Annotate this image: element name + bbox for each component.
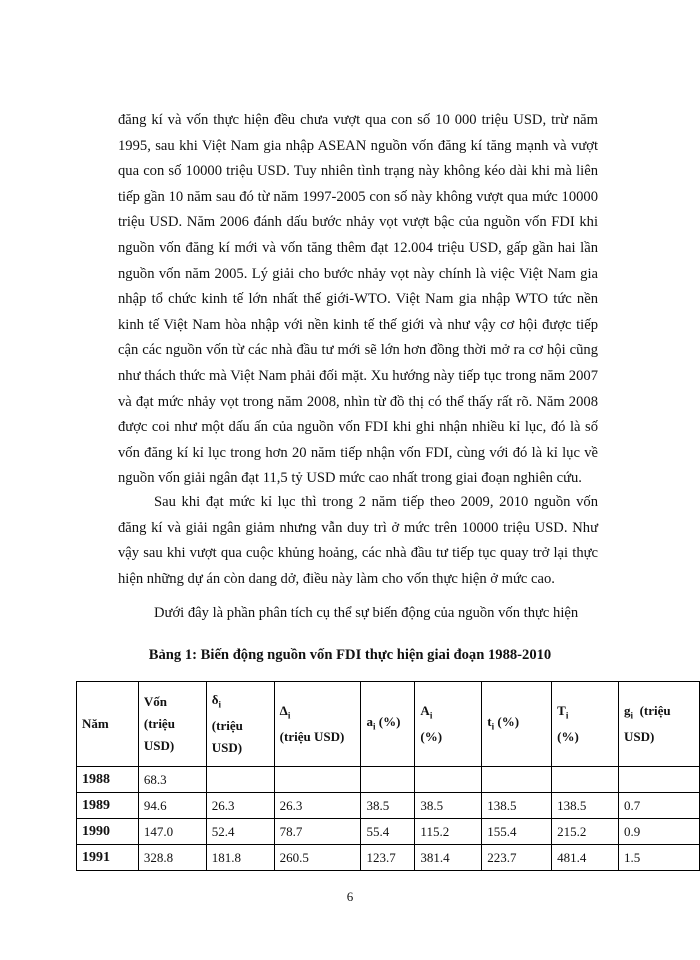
table-intro-line: Dưới đây là phần phân tích cụ thể sự biến động của nguồn vốn thực hiện (154, 605, 579, 621)
header-nam: Năm (77, 682, 139, 767)
body-paragraph-1 (118, 108, 598, 492)
cell-A: 38.5 (415, 793, 482, 819)
header-delta-i: $\delta_i$ (triệu USD) (206, 682, 274, 767)
header-von: Vốn (triệu USD) (138, 682, 206, 767)
cell-von: 94.6 (138, 793, 206, 819)
cell-A: 115.2 (415, 819, 482, 845)
cell-t: 223.7 (482, 845, 552, 871)
table-caption: Bảng 1: Biến động nguồn vốn FDI thực hiện giai đoạn 1988-2010 (148, 647, 552, 663)
cell-g: 1.5 (619, 845, 700, 871)
paragraph-text: đăng kí và vốn thực hiện đều chưa vượt qua con số 10 000 triệu USD, trừ năm 1995, sau khi Việt Nam gia nhập ASEAN nguồn vốn đăng kí tăng mạnh và vượt qua con số 10000 triệu USD. Tuy nhiên tình trạng này không kéo dài khi mà liên tiếp gần 10 năm sau đó từ năm 1997-2005 con số này không vượt qua mức 10000 triệu USD. Năm 2006 đánh dấu bước nhảy vọt vượt bậc của nguồn vốn FDI khi nguồn vốn đăng kí mới và vốn tăng thêm đạt 12.004 triệu USD, gấp gần hai lần nguồn vốn năm 2005. Lý giải cho bước nhảy vọt này chính là việc Việt Nam gia nhập tổ chức kinh tế lớn nhất thế giới-WTO. Việt Nam gia nhập WTO tức nền kinh tế Việt Nam hòa nhập với nền kinh tế thế giới và như vậy cơ hội được tiếp cận các nguồn vốn từ các nhà đầu tư mới sẽ lớn hơn đồng thời mở ra cơ hội cũng như thách thức mà Việt Nam phải đối mặt. Xu hướng này tiếp tục trong năm 2007 và đạt mức nhảy vọt trong năm 2008, nhìn từ đồ thị có thể thấy rất rõ. Năm 2008 được coi như một dấu ấn của nguồn vốn FDI khi ghi nhận nhiều kỉ lục, đó là số vốn đăng kí kỉ lục trong hơn 20 năm tiếp nhận vốn FDI, cùng với đó là kỉ lục về nguồn vốn giải ngân đạt 11,5 tỷ USD mức cao nhất trong giai đoạn nghiên cứu. (118, 112, 598, 487)
cell-delta: 52.4 (206, 819, 274, 845)
cell-t: 155.4 (482, 819, 552, 845)
cell-a: 123.7 (361, 845, 415, 871)
cell-g (619, 767, 700, 793)
cell-year: 1989 (77, 793, 139, 819)
cell-A (415, 767, 482, 793)
fdi-table (76, 681, 700, 871)
header-g-i: $g_i$ (triệu USD) (619, 682, 700, 767)
header-T-i: $T_i$ (%) (552, 682, 619, 767)
cell-T: 481.4 (552, 845, 619, 871)
cell-g: 0.7 (619, 793, 700, 819)
table-row (77, 845, 700, 871)
table-row (77, 793, 700, 819)
cell-T (552, 767, 619, 793)
cell-Delta: 78.7 (274, 819, 361, 845)
table-row (77, 819, 700, 845)
cell-year: 1990 (77, 819, 139, 845)
cell-A: 381.4 (415, 845, 482, 871)
cell-T: 215.2 (552, 819, 619, 845)
cell-a: 55.4 (361, 819, 415, 845)
body-paragraph-2 (118, 490, 598, 592)
paragraph-text: Sau khi đạt mức kỉ lục thì trong 2 năm tiếp theo 2009, 2010 nguồn vốn đăng kí và giải ngân giảm nhưng vẫn duy trì ở mức trên 10000 triệu USD. Như vậy sau khi vượt qua cuộc khủng hoảng, các nhà đầu tư tiếp tục quay trở lại thực hiện những dự án còn dang dở, điều này làm cho vốn thực hiện ở mức cao. (118, 494, 598, 587)
cell-Delta: 26.3 (274, 793, 361, 819)
cell-delta (206, 767, 274, 793)
cell-year: 1991 (77, 845, 139, 871)
cell-von: 68.3 (138, 767, 206, 793)
cell-t: 138.5 (482, 793, 552, 819)
cell-T: 138.5 (552, 793, 619, 819)
cell-delta: 26.3 (206, 793, 274, 819)
cell-year: 1988 (77, 767, 139, 793)
header-Delta-i: $\Delta_i$ (triệu USD) (274, 682, 361, 767)
cell-delta: 181.8 (206, 845, 274, 871)
cell-Delta (274, 767, 361, 793)
cell-von: 147.0 (138, 819, 206, 845)
table-row (77, 767, 700, 793)
cell-a: 38.5 (361, 793, 415, 819)
page-number: 6 (346, 889, 354, 904)
cell-g: 0.9 (619, 819, 700, 845)
table-header-row (77, 682, 700, 767)
header-A-i: $A_i$ (%) (415, 682, 482, 767)
cell-Delta: 260.5 (274, 845, 361, 871)
cell-von: 328.8 (138, 845, 206, 871)
cell-a (361, 767, 415, 793)
header-t-i: $t_i$ (%) (482, 682, 552, 767)
cell-t (482, 767, 552, 793)
header-a-i: $a_i$ (%) (361, 682, 415, 767)
